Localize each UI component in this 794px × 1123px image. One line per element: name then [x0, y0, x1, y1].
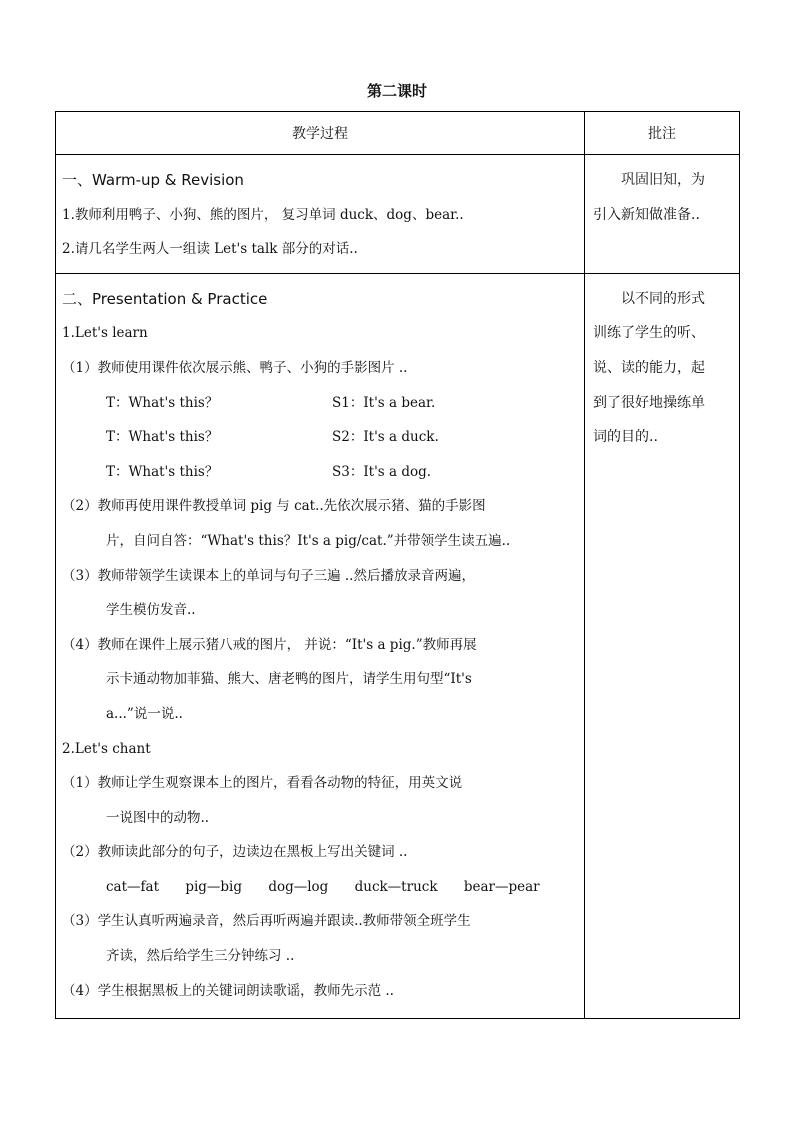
section2-note-line-1: 以不同的形式	[621, 290, 705, 307]
header-process: 教学过程	[56, 112, 585, 155]
section1-note-line-1: 巩固旧知，为	[621, 172, 705, 188]
dialog-answer: S2：It's a duck.	[332, 429, 439, 446]
section1-line-1: 1.教师利用鸭子、小狗、熊的图片， 复习单词 duck、dog、bear..	[62, 206, 464, 223]
section2-note	[585, 273, 740, 1018]
header-row	[56, 112, 740, 155]
keyword-pairs	[62, 870, 576, 905]
learn-step-2-cont: 片，自问自答：“What's this？It's a pig/cat.”并带领学生读五遍..	[106, 532, 511, 549]
dialog-line-1	[62, 386, 576, 421]
keyword-pair: dog—log	[268, 878, 329, 895]
dialog-answer: S3：It's a dog.	[332, 463, 432, 480]
learn-step-4-cont: 示卡通动物加菲猫、熊大、唐老鸭的图片，请学生用句型“It's	[106, 671, 472, 688]
dialog-question: T：What's this？	[106, 394, 219, 411]
section1-note	[585, 155, 740, 274]
chant-step-4: （4）学生根据黑板上的关键词朗读歌谣，教师先示范 ..	[62, 982, 394, 999]
dialog-question: T：What's this？	[106, 429, 219, 446]
dialog-line-3	[62, 455, 576, 490]
chant-step-3-cont: 齐读，然后给学生三分钟练习 ..	[106, 948, 295, 965]
dialog-answer: S1：It's a bear.	[332, 394, 436, 411]
section2-row	[56, 273, 740, 1018]
chant-title: 2.Let's chant	[62, 740, 151, 757]
section1-line-2: 2.请几名学生两人一组读 Let's talk 部分的对话..	[62, 241, 358, 258]
section2-note-line-5: 词的目的..	[593, 429, 658, 446]
learn-step-3: （3）教师带领学生读课本上的单词与句子三遍 ..然后播放录音两遍，	[62, 567, 475, 584]
learn-title: 1.Let's learn	[62, 325, 148, 342]
learn-step-3-cont: 学生模仿发音..	[106, 602, 196, 619]
section2-heading: 二、Presentation & Practice	[62, 289, 268, 308]
keyword-pair: cat—fat	[106, 878, 160, 895]
learn-step-4: （4）教师在课件上展示猪八戒的图片， 并说：“It's a pig.”教师再展	[62, 636, 477, 653]
learn-step-4-cont-2: a...”说一说..	[106, 705, 183, 722]
lesson-table	[55, 111, 740, 1019]
section2-content	[56, 273, 585, 1018]
section2-note-line-4: 到了很好地操练单	[593, 394, 705, 411]
dialog-question: T：What's this？	[106, 463, 219, 480]
keyword-pair: bear—pear	[463, 878, 540, 895]
section2-note-line-3: 说、读的能力，起	[593, 359, 705, 376]
section1-heading: 一、Warm-up & Revision	[62, 171, 244, 189]
chant-step-2: （2）教师读此部分的句子，边读边在黑板上写出关键词 ..	[62, 844, 408, 861]
header-notes: 批注	[585, 112, 740, 155]
chant-step-1-cont: 一说图中的动物..	[106, 809, 210, 826]
dialog-line-2	[62, 420, 576, 455]
keyword-pair: pig—big	[185, 878, 243, 895]
page-title: 第二课时	[366, 82, 427, 100]
learn-step-2: （2）教师再使用课件教授单词 pig 与 cat..先依次展示猪、猫的手影图	[62, 498, 486, 515]
section2-note-line-2: 训练了学生的听、	[593, 325, 705, 342]
section1-content	[56, 155, 585, 274]
learn-step-1: （1）教师使用课件依次展示熊、鸭子、小狗的手影图片 ..	[62, 359, 408, 376]
keyword-pair: duck—truck	[354, 878, 438, 895]
section1-row	[56, 155, 740, 274]
chant-step-3: （3）学生认真听两遍录音，然后再听两遍并跟读..教师带领全班学生	[62, 913, 471, 930]
chant-step-1: （1）教师让学生观察课本上的图片，看看各动物的特征，用英文说	[62, 775, 463, 792]
section1-note-line-2: 引入新知做准备..	[593, 206, 700, 223]
